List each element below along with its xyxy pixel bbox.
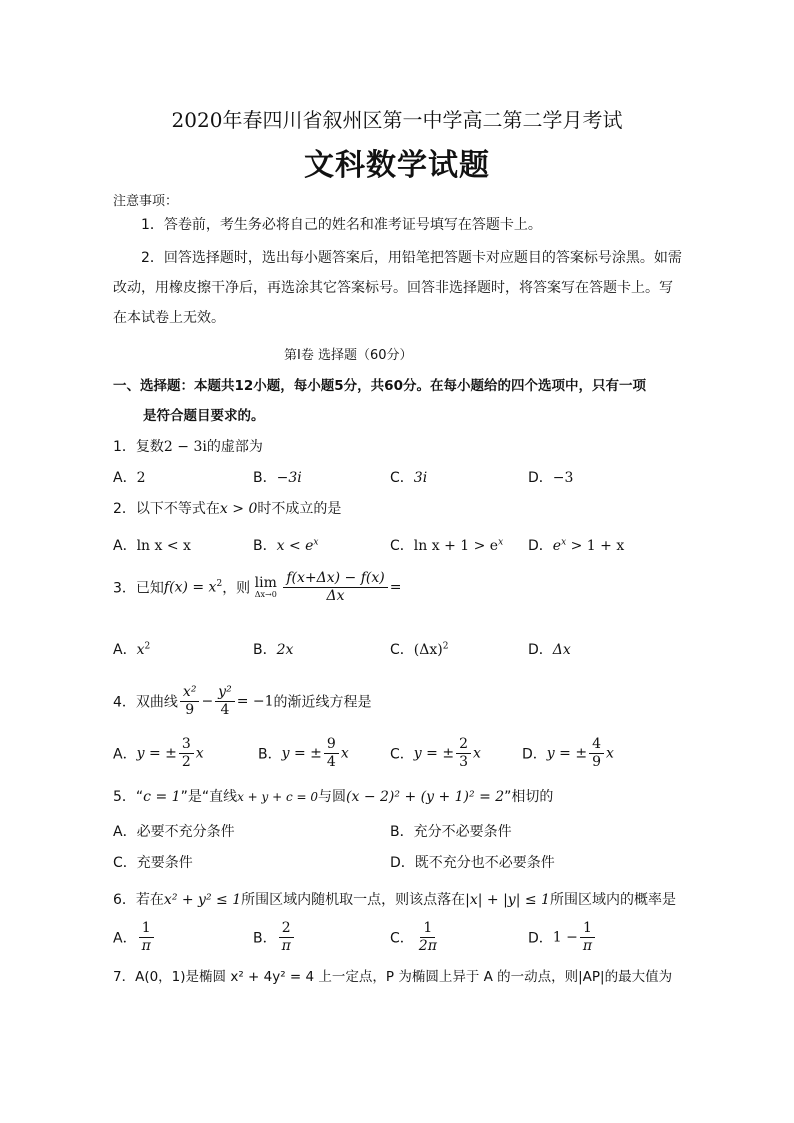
q3-option-c: C．$(\Delta x)^2$ <box>390 641 449 658</box>
question-4: 4．双曲线 $\frac{\text{x²}}{9}$ − $\frac{\text{y²}}{4}$ = −1的渐近线方程是 <box>113 684 372 718</box>
q6-option-b: B． $\frac{2}{\pi}$ <box>253 920 296 955</box>
q2-option-c: C．$\ln x + 1 > e^x$ <box>390 537 504 554</box>
q6-option-d: D．1 − $\frac{1}{\pi}$ <box>528 920 597 955</box>
q1-option-c: C．3i <box>390 470 428 486</box>
q5-option-a: A．必要不充分条件 <box>113 824 235 840</box>
q1-option-d: D．−3 <box>528 470 574 486</box>
q4-option-c: C．y = ± $\frac{2}{3}$ x <box>390 736 481 770</box>
q1-option-b: B．−3i <box>253 470 302 486</box>
q3-option-d: D．Δx <box>528 642 571 658</box>
q5-option-b: B．充分不必要条件 <box>390 824 512 840</box>
q3-option-a: A．$x^2$ <box>113 641 151 658</box>
exam-title: 2020年春四川省叙州区第一中学高二第二学月考试 <box>171 108 623 132</box>
notes-heading: 注意事项： <box>113 194 179 209</box>
q6-option-c: C． $\frac{1}{2\pi}$ <box>390 920 437 954</box>
question-3: 3．已知$f(x) = x^2$，则 lim Δx→0 $\frac{f(x+\Delta x) - f(x)}{\Delta x}$ = <box>113 570 402 604</box>
section-heading: 第Ⅰ卷 选择题（60分） <box>284 348 413 363</box>
question-5: 5．“c = 1”是“直线x + y + c = 0与圆(x − 2)² + (y + 1)² = 2”相切的 <box>113 789 554 805</box>
q2-option-d: D．$e^x > 1 + x$ <box>528 537 625 554</box>
q5-option-d: D．既不充分也不必要条件 <box>390 855 555 871</box>
note-item-1: 1．答卷前，考生务必将自己的姓名和准考证号填写在答题卡上。 <box>141 217 542 233</box>
limit-operator: lim Δx→0 <box>254 574 277 599</box>
q1-option-a: A．2 <box>113 470 146 486</box>
q5-option-c: C．充要条件 <box>113 855 193 871</box>
question-7: 7．A(0，1)是椭圆 x² + 4y² = 4 上一定点，P 为椭圆上异于 A 的一动点，则|AP|的最大值为 <box>113 969 673 985</box>
section-instruction-cont: 是符合题目要求的。 <box>143 408 265 424</box>
difference-quotient: $\frac{f(x+\Delta x) - f(x)}{\Delta x}$ <box>283 570 387 605</box>
note-item-2: 2．回答选择题时，选出每小题答案后，用铅笔把答题卡对应题目的答案标号涂黑。如需改动，用橡皮擦干净后，再选涂其它答案标号。回答非选择题时，将答案写在答题卡上。写在本试卷上无效。 <box>113 250 682 326</box>
question-2: 2．以下不等式在x > 0时不成立的是 <box>113 501 342 517</box>
exam-subject-title: 文科数学试题 <box>304 148 490 183</box>
q4-option-a: A．y = ± $\frac{3}{2}$ x <box>113 736 204 770</box>
section-instruction: 一、选择题：本题共12小题，每小题5分，共60分。在每小题给的四个选项中，只有一项 <box>113 378 646 394</box>
q2-option-a: A．ln x < x <box>113 538 191 554</box>
q4-option-b: B．y = ± $\frac{9}{4}$ x <box>258 736 349 770</box>
q6-option-a: A． $\frac{1}{\pi}$ <box>113 920 156 955</box>
question-1: 1．复数2 − 3i的虚部为 <box>113 439 263 455</box>
q2-option-b: B．$x < e^x$ <box>253 537 319 554</box>
q4-option-d: D．y = ± $\frac{4}{9}$ x <box>522 736 614 770</box>
question-6: 6．若在x² + y² ≤ 1所围区域内随机取一点，则该点落在|x| + |y| ≤ 1所围区域内的概率是 <box>113 892 676 908</box>
q3-option-b: B．2x <box>253 642 294 658</box>
